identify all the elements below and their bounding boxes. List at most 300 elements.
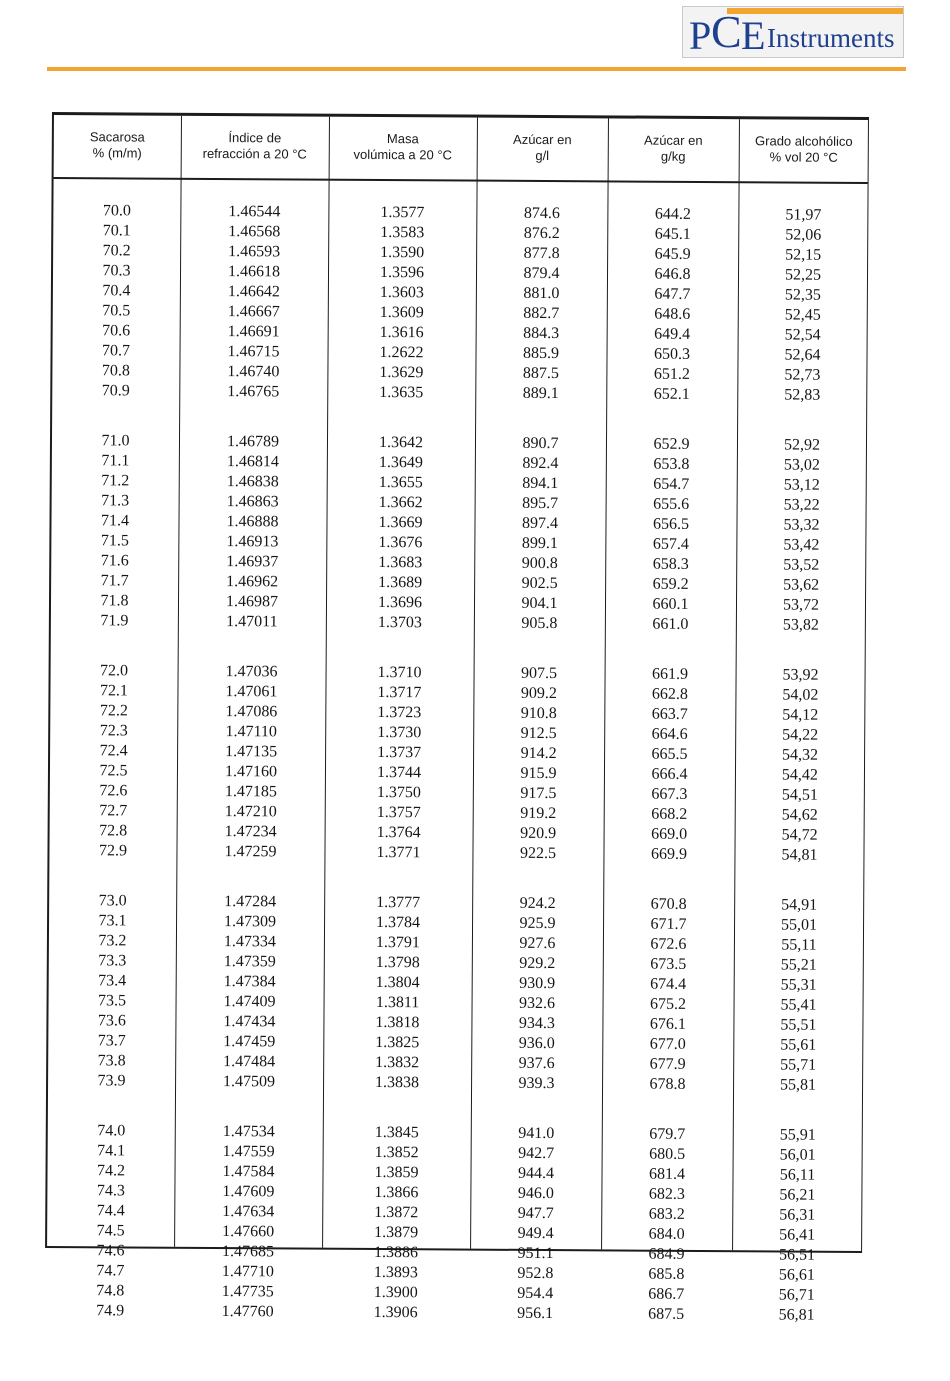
table-cell: 674.4 [650, 975, 687, 993]
header-line: Azúcar en [644, 132, 703, 148]
table-cell: 74.5 [96, 1222, 125, 1240]
table-row [49, 841, 863, 866]
table-cell: 669.9 [650, 845, 688, 863]
table-cell: 1.3669 [378, 514, 423, 532]
table-cell: 52,83 [784, 386, 821, 404]
table-cell: 1.3838 [375, 1073, 420, 1092]
table-cell: 1.47484 [223, 1053, 276, 1071]
table-row [47, 1301, 861, 1326]
table-cell: 910.8 [520, 704, 557, 723]
table-cell: 56,11 [779, 1166, 816, 1184]
table-cell: 651.2 [653, 365, 690, 383]
table-cell: 1.46618 [227, 263, 281, 281]
table-cell: 897.4 [521, 514, 559, 533]
table-cell: 1.3757 [376, 803, 421, 822]
table-cell: 1.46593 [228, 243, 281, 261]
table-row [52, 381, 866, 406]
table-cell: 73.4 [98, 972, 127, 990]
table-cell: 56,21 [779, 1186, 816, 1204]
table-cell: 1.3616 [379, 324, 424, 342]
row-group [49, 891, 863, 1094]
table-cell: 1.46937 [226, 553, 279, 571]
table-cell: 71.3 [101, 492, 130, 510]
table-cell: 1.46814 [226, 453, 279, 471]
table-cell: 892.4 [522, 454, 559, 473]
table-cell: 684.0 [648, 1225, 685, 1243]
table-cell: 72.8 [99, 822, 128, 840]
table-cell: 874.6 [523, 204, 560, 223]
header-line: Masa [386, 131, 419, 147]
table-cell: 1.3723 [377, 703, 422, 722]
table-cell: 675.2 [650, 995, 687, 1013]
table-cell: 882.7 [523, 304, 560, 323]
table-cell: 922.5 [519, 844, 557, 863]
table-cell: 56,41 [779, 1226, 816, 1244]
table-cell: 648.6 [654, 305, 691, 323]
table-cell: 70.3 [102, 262, 131, 280]
header-line: Azúcar en [513, 131, 572, 148]
header-rule [54, 177, 868, 184]
table-cell: 1.46568 [228, 223, 281, 241]
table-cell: 54,02 [782, 686, 819, 704]
table-cell: 1.3832 [375, 1053, 420, 1072]
table-cell: 73.3 [98, 952, 127, 970]
table-cell: 1.47234 [224, 823, 277, 841]
table-cell: 657.4 [652, 535, 689, 553]
table-cell: 1.3771 [376, 843, 421, 862]
table-cell: 1.46765 [227, 383, 280, 401]
table-cell: 55,21 [780, 956, 817, 974]
table-cell: 1.3744 [376, 763, 422, 782]
table-cell: 668.2 [651, 805, 688, 823]
table-cell: 56,71 [778, 1286, 815, 1304]
table-cell: 1.3689 [378, 574, 423, 592]
table-cell: 73.1 [98, 912, 127, 930]
table-cell: 74.9 [96, 1302, 125, 1320]
table-cell: 946.0 [517, 1184, 554, 1203]
row-group [53, 201, 867, 404]
header-line: Índice de [228, 130, 282, 146]
table-cell: 52,54 [784, 326, 821, 344]
table-cell: 905.8 [521, 614, 558, 633]
table-cell: 1.3583 [380, 224, 425, 242]
table-cell: 1.3609 [379, 304, 424, 322]
table-cell: 1.3590 [380, 244, 425, 262]
table-cell: 902.5 [521, 574, 558, 593]
table-cell: 1.3750 [376, 783, 421, 802]
table-cell: 1.2622 [379, 344, 424, 362]
logo-text: Instruments [767, 23, 895, 53]
table-cell: 72.2 [99, 702, 128, 720]
table-cell: 661.9 [652, 665, 689, 683]
table-cell: 947.7 [517, 1204, 554, 1223]
table-cell: 1.47760 [221, 1303, 274, 1321]
row-group [48, 1121, 862, 1324]
table-cell: 54,22 [782, 726, 819, 744]
table-cell: 54,32 [782, 746, 819, 764]
row-group [52, 431, 866, 634]
table-cell: 677.9 [649, 1055, 686, 1073]
table-cell: 954.4 [517, 1284, 554, 1303]
table-cell: 56,31 [779, 1206, 816, 1224]
table-cell: 53,42 [783, 536, 820, 554]
table-cell: 71.1 [101, 452, 130, 470]
table-cell: 1.3655 [378, 474, 423, 492]
table-cell: 1.3791 [375, 933, 420, 952]
table-cell: 914.2 [520, 744, 557, 763]
table-cell: 70.4 [102, 282, 131, 300]
table-cell: 654.7 [653, 475, 690, 493]
table-cell: 53,12 [783, 476, 820, 494]
table-cell: 917.5 [520, 784, 557, 803]
table-cell: 1.47284 [224, 893, 277, 911]
table-cell: 876.2 [523, 224, 560, 243]
table-cell: 55,81 [780, 1076, 817, 1094]
table-cell: 55,31 [780, 976, 817, 994]
table-cell: 55,71 [780, 1056, 817, 1074]
table-cell: 665.5 [651, 745, 688, 763]
table-cell: 53,82 [782, 616, 819, 634]
table-cell: 1.3703 [377, 614, 422, 632]
table-cell: 678.8 [649, 1075, 686, 1093]
header-sacarosa [54, 129, 181, 162]
table-cell: 646.8 [654, 265, 691, 283]
table-cell: 1.47660 [222, 1223, 275, 1241]
table-cell: 1.46962 [226, 573, 279, 591]
table-cell: 684.9 [648, 1245, 685, 1263]
table-cell: 52,25 [784, 266, 822, 284]
table-cell: 656.5 [652, 515, 690, 533]
table-cell: 53,32 [783, 516, 820, 534]
table-cell: 1.47210 [224, 803, 277, 821]
table-cell: 55,51 [780, 1016, 817, 1034]
table-cell: 52,15 [785, 246, 822, 264]
logo-letter-p: P [689, 13, 712, 58]
table-cell: 884.3 [523, 324, 560, 343]
table-cell: 930.9 [519, 974, 556, 993]
table-cell: 56,01 [779, 1146, 816, 1164]
table-cell: 1.3845 [374, 1123, 419, 1142]
table-cell: 671.7 [650, 915, 687, 933]
table-cell: 649.4 [654, 325, 691, 343]
table-cell: 1.3777 [376, 893, 421, 912]
table-cell: 900.8 [521, 554, 558, 573]
table-cell: 1.47609 [222, 1183, 275, 1201]
table-cell: 1.47459 [223, 1033, 276, 1051]
table-cell: 1.47409 [223, 993, 276, 1011]
table-row [51, 611, 865, 636]
logo-letter-c: C [711, 6, 742, 57]
table-cell: 73.7 [97, 1032, 126, 1050]
table-cell: 72.9 [98, 842, 128, 860]
table-cell: 1.3825 [375, 1033, 420, 1052]
table-cell: 1.3886 [373, 1243, 419, 1262]
table-cell: 71.9 [100, 612, 129, 630]
table-cell: 907.5 [521, 664, 558, 683]
table-cell: 74.6 [96, 1242, 125, 1260]
table-cell: 1.3662 [378, 494, 423, 512]
table-cell: 1.46888 [226, 513, 279, 531]
table-cell: 54,42 [781, 766, 819, 784]
table-cell: 1.3730 [377, 723, 422, 742]
table-cell: 70.8 [101, 362, 130, 380]
table-cell: 52,92 [783, 436, 821, 454]
table-cell: 56,61 [778, 1266, 815, 1284]
table-cell: 1.47434 [223, 1013, 276, 1031]
table-cell: 1.47135 [225, 743, 278, 761]
table-row [48, 1071, 862, 1096]
table-cell: 682.3 [648, 1185, 685, 1203]
table-cell: 1.3900 [373, 1283, 418, 1302]
table-cell: 1.47309 [224, 913, 277, 931]
table-cell: 1.3872 [374, 1203, 419, 1222]
table-cell: 1.47036 [225, 663, 278, 681]
table-cell: 687.5 [648, 1305, 685, 1323]
table-cell: 1.3879 [374, 1223, 419, 1242]
table-cell: 1.3596 [379, 264, 425, 282]
table-cell: 1.47061 [225, 683, 278, 701]
table-cell: 895.7 [522, 494, 559, 513]
table-cell: 1.3784 [376, 913, 421, 932]
table-cell: 667.3 [651, 785, 688, 803]
table-cell: 1.3852 [374, 1143, 419, 1162]
table-cell: 1.3676 [378, 534, 423, 552]
table-cell: 941.0 [518, 1124, 555, 1143]
table-cell: 683.2 [648, 1205, 685, 1223]
table-cell: 74.4 [96, 1202, 125, 1220]
table-cell: 877.8 [523, 244, 560, 263]
table-cell: 1.46667 [227, 303, 280, 321]
table-cell: 52,06 [785, 226, 822, 244]
table-cell: 919.2 [520, 804, 557, 823]
table-cell: 74.1 [97, 1142, 126, 1160]
table-cell: 936.0 [518, 1034, 555, 1053]
table-cell: 72.4 [99, 742, 128, 760]
table-cell: 1.3649 [378, 454, 423, 472]
table-cell: 1.3603 [379, 284, 424, 302]
table-cell: 51,97 [785, 206, 822, 224]
table-cell: 74.8 [96, 1282, 125, 1300]
table-cell: 52,35 [784, 286, 821, 304]
table-cell: 71.4 [100, 512, 130, 530]
table-cell: 53,62 [783, 576, 820, 594]
header-line: % (m/m) [92, 145, 142, 161]
table-cell: 1.47110 [225, 723, 277, 741]
header-line: Sacarosa [89, 129, 145, 145]
table-cell: 71.0 [101, 432, 130, 450]
table-cell: 54,51 [781, 786, 818, 804]
table-cell: 52,73 [784, 366, 821, 384]
table-cell: 1.3629 [379, 364, 424, 382]
table-cell: 55,91 [779, 1126, 816, 1144]
table-cell: 652.1 [653, 385, 690, 403]
table-cell: 942.7 [518, 1144, 555, 1163]
table-cell: 672.6 [650, 935, 687, 953]
table-cell: 1.47011 [226, 613, 278, 631]
table-cell: 912.5 [520, 724, 557, 743]
table-cell: 74.0 [97, 1122, 126, 1140]
table-cell: 904.1 [521, 594, 558, 613]
table-cell: 73.0 [98, 892, 127, 910]
pce-instruments-logo [682, 6, 904, 58]
table-cell: 949.4 [517, 1224, 554, 1243]
table-cell: 1.47334 [223, 933, 276, 951]
table-cell: 1.47685 [221, 1243, 275, 1261]
table-cell: 1.46642 [227, 283, 280, 301]
table-cell: 73.8 [97, 1052, 126, 1070]
table-cell: 1.3893 [373, 1263, 418, 1282]
table-cell: 72.1 [99, 682, 129, 700]
table-cell: 956.1 [517, 1304, 554, 1323]
table-cell: 680.5 [649, 1145, 686, 1163]
table-cell: 1.46789 [226, 433, 280, 451]
header-line: % vol 20 °C [769, 149, 838, 165]
table-cell: 70.5 [102, 302, 131, 320]
table-cell: 660.1 [652, 595, 689, 613]
table-cell: 72.6 [99, 782, 128, 800]
table-cell: 915.9 [520, 764, 557, 783]
table-cell: 1.3818 [375, 1013, 420, 1032]
table-cell: 53,22 [783, 496, 820, 514]
table-cell: 673.5 [650, 955, 687, 973]
row-group [51, 661, 865, 864]
header-azucar-gl [477, 132, 608, 165]
table-cell: 74.7 [96, 1262, 125, 1280]
table-cell: 1.46544 [228, 203, 281, 221]
table-cell: 1.47735 [221, 1283, 274, 1301]
table-cell: 1.3764 [376, 823, 421, 842]
table-cell: 890.7 [522, 434, 559, 453]
table-cell: 56,81 [778, 1306, 815, 1324]
table-cell: 72.3 [99, 722, 128, 740]
table-cell: 1.3737 [377, 743, 422, 762]
header-divider [47, 67, 906, 71]
table-cell: 1.47185 [224, 783, 277, 801]
sucrose-table [45, 112, 869, 1324]
table-cell: 652.9 [653, 435, 690, 453]
table-cell: 1.46987 [225, 593, 279, 611]
table-cell: 52,64 [784, 346, 821, 364]
table-cell: 1.47634 [222, 1203, 275, 1221]
table-cell: 70.9 [101, 382, 130, 400]
table-cell: 650.3 [653, 345, 691, 363]
table-cell: 1.47710 [221, 1263, 274, 1281]
table-cell: 71.5 [100, 532, 129, 550]
table-cell: 1.3906 [373, 1303, 418, 1322]
header-line: refracción a 20 °C [202, 145, 307, 162]
table-cell: 645.9 [654, 245, 691, 263]
table-cell: 666.4 [651, 765, 688, 783]
table-cell: 670.8 [650, 895, 687, 913]
table-cell: 55,61 [780, 1036, 817, 1054]
table-cell: 1.47584 [222, 1163, 275, 1181]
header-azucar-gkg [608, 132, 739, 165]
table-cell: 669.0 [651, 825, 688, 843]
table-cell: 72.0 [100, 662, 129, 680]
table-cell: 1.46838 [226, 473, 279, 491]
table-cell: 644.2 [654, 205, 691, 223]
table-cell: 54,91 [781, 896, 818, 914]
header-line: Grado alcohólico [755, 133, 853, 149]
table-cell: 934.3 [518, 1014, 555, 1033]
table-cell: 70.0 [102, 202, 131, 220]
table-cell: 676.1 [649, 1015, 686, 1033]
table-cell: 686.7 [648, 1285, 685, 1303]
table-cell: 1.3717 [377, 683, 422, 702]
table-cell: 71.2 [101, 472, 130, 490]
table-cell: 909.2 [520, 684, 558, 703]
table-cell: 54,81 [781, 846, 818, 864]
table-cell: 1.47086 [225, 703, 278, 721]
table-cell: 924.2 [519, 894, 556, 913]
table-cell: 932.6 [519, 994, 556, 1013]
table-cell: 1.3866 [374, 1183, 419, 1202]
table-cell: 653.8 [653, 455, 690, 473]
table-cell: 1.47259 [224, 843, 277, 861]
table-cell: 73.6 [97, 1012, 127, 1030]
table-cell: 1.47160 [224, 763, 278, 781]
table-cell: 1.3642 [378, 434, 424, 452]
table-cell: 73.2 [98, 932, 127, 950]
table-cell: 951.1 [517, 1244, 554, 1263]
table-cell: 55,01 [780, 916, 818, 934]
table-cell: 70.7 [101, 342, 131, 360]
table-cell: 74.3 [96, 1182, 125, 1200]
table-cell: 70.1 [102, 222, 131, 240]
table-cell: 1.46691 [227, 323, 280, 341]
table-cell: 54,12 [782, 706, 819, 724]
table-cell: 1.46740 [227, 363, 280, 381]
table-cell: 53,52 [783, 556, 820, 574]
table-cell: 1.3811 [375, 993, 420, 1012]
table-cell: 1.3804 [375, 973, 420, 992]
table-cell: 1.47534 [222, 1123, 275, 1141]
table-cell: 1.46715 [227, 343, 280, 361]
table-cell: 894.1 [522, 474, 559, 493]
header-line: g/l [535, 147, 550, 164]
table-cell: 1.3635 [379, 384, 424, 402]
table-cell: 1.3710 [377, 663, 422, 682]
table-cell: 54,62 [781, 806, 818, 824]
header-indice-refraccion [181, 130, 329, 163]
header-grado-alcoholico [739, 133, 869, 166]
table-cell: 71.6 [100, 552, 129, 570]
table-cell: 655.6 [653, 495, 690, 513]
table-cell: 663.7 [651, 705, 688, 723]
table-cell: 1.46863 [226, 493, 279, 511]
table-cell: 73.9 [97, 1072, 126, 1090]
table-cell: 70.2 [102, 242, 131, 260]
table-cell: 1.3683 [378, 554, 423, 572]
table-cell: 52,45 [784, 306, 821, 324]
header-line: g/kg [660, 148, 686, 164]
table-cell: 664.6 [651, 725, 688, 743]
table-cell: 659.2 [652, 575, 689, 593]
table-cell: 681.4 [648, 1165, 686, 1183]
table-cell: 72.7 [99, 802, 128, 820]
table-cell: 645.1 [654, 225, 691, 243]
table-cell: 1.47509 [223, 1073, 276, 1091]
table-cell: 1.47384 [223, 973, 276, 991]
table-cell: 661.0 [652, 615, 689, 633]
table-cell: 944.4 [517, 1164, 555, 1183]
table-cell: 881.0 [523, 284, 560, 303]
table-cell: 662.8 [651, 685, 689, 703]
table-cell: 929.2 [519, 954, 556, 973]
table-cell: 927.6 [519, 934, 556, 953]
table-cell: 937.6 [518, 1054, 555, 1073]
table-cell: 1.47559 [222, 1143, 275, 1161]
